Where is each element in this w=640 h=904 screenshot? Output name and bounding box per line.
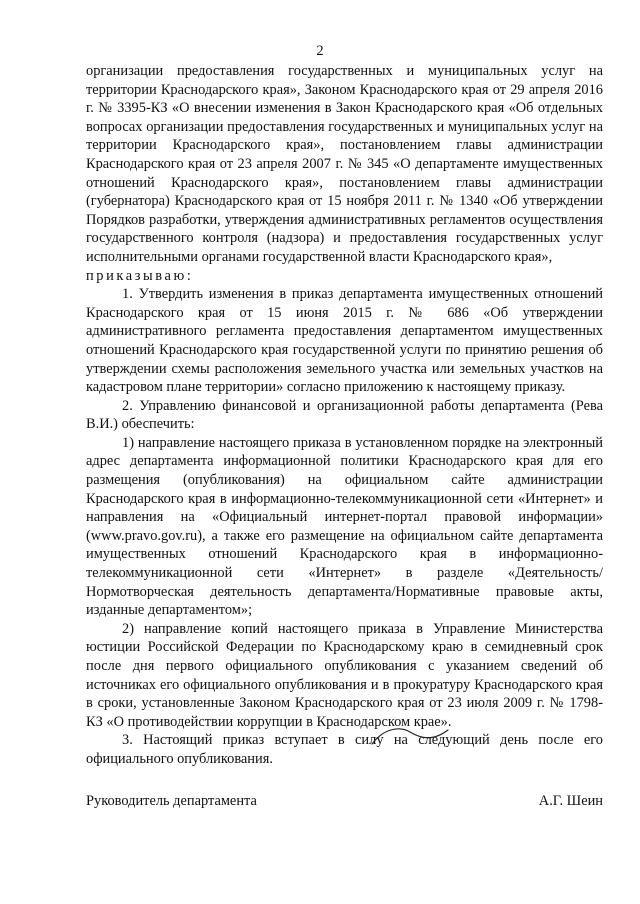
signatory-name: А.Г. Шеин (538, 793, 603, 809)
item-2-paragraph: 2. Управлению финансовой и организационной работы департамента (Рева В.И.) обеспечить: (86, 397, 603, 433)
document-body (86, 62, 603, 769)
subitem-1-paragraph: 1) направление настоящего приказа в установленном порядке на электронный адрес департамента информационной политики Краснодарского края для его размещения (опубликования) на официальном сайте администрации Краснодарского края в информационно-телекоммуникационной сети «Интернет» и направления на «Официальный интернет-портал правовой информации» (www.pravo.gov.ru), а также его размещение на официальном сайте департамента имущественных отношений Краснодарского края в информационно-телекоммуникационной сети «Интернет» в разделе «Деятельность/Нормотворческая деятельность департамента/Нормативные правовые акты, изданные департаментом»; (86, 434, 603, 619)
item-3-paragraph: 3. Настоящий приказ вступает в силу на следующий день после его официального опубликования. (86, 732, 603, 767)
subitem-2-paragraph: 2) направление копий настоящего приказа в Управление Министерства юстиции Российской Федерации по Краснодарскому краю в семидневный срок после дня первого официального опубликования с указанием сведений об источниках его официального опубликования и в прокуратуру Краснодарского края в сроки, установленные Законом Краснодарского края от 23 июля 2009 г. № 1798-КЗ «О противодействии коррупции в Краснодарском крае». (86, 620, 603, 730)
signatory-position: Руководитель департамента (86, 793, 257, 809)
page-number: 2 (316, 43, 324, 59)
pen-stroke-mark (370, 724, 450, 750)
item-1-paragraph: 1. Утвердить изменения в приказ департамента имущественных отношений Краснодарского края от 15 июня 2015 г. № 686 «Об утверждении административного регламента предоставления департаментом имущественных отношений Краснодарского края государственной услуги по принятию решения об утверждении схемы расположения земельного участка или земельных участков на кадастровом плане территории» согласно приложению к настоящему приказу. (86, 286, 603, 396)
intro-paragraph: организации предоставления государственных и муниципальных услуг на территории Краснодарского края», Законом Краснодарского края от 29 апреля 2016 г. № 3395-КЗ «О внесении изменения в Закон Краснодарского края «Об отдельных вопросах организации предоставления государственных и муниципальных услуг на территории Краснодарского края», постановлением главы администрации Краснодарского края от 23 апреля 2007 г. № 345 «О департаменте имущественных отношений Краснодарского края», постановлением главы администрации (губернатора) Краснодарского края от 15 ноября 2011 г. № 1340 «Об утверждении Порядков разработки, утверждения административных регламентов осуществления государственного контроля (надзора) и предоставления государственных услуг исполнительными органами государственной власти Краснодарского края», (86, 63, 603, 265)
order-word: приказываю: (86, 267, 194, 284)
